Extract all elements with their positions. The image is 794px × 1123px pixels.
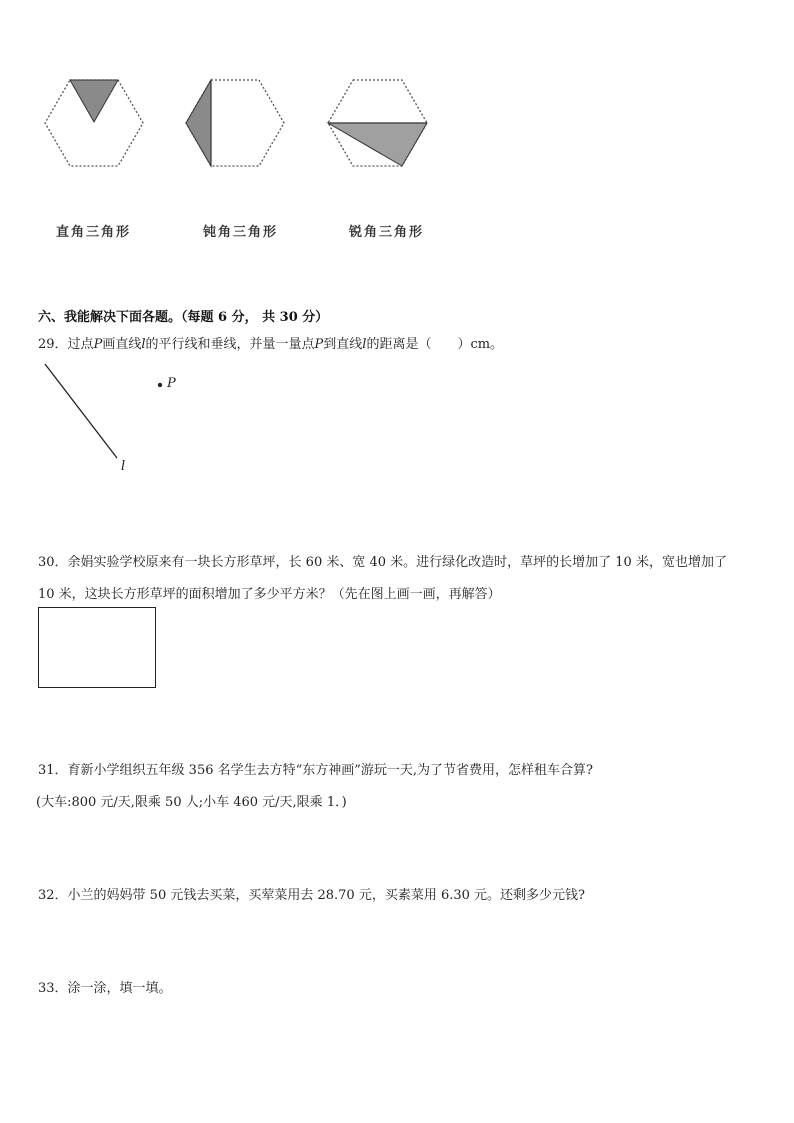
q29-point-p-2: P bbox=[314, 337, 324, 352]
shaded-obtuse-triangle bbox=[186, 80, 211, 166]
section-title: 六、我能解决下面各题。（每题 6 分， 共 30 分） bbox=[38, 310, 329, 325]
question-30-line-1: 30．余娟实验学校原来有一块长方形草坪，长 60 米、宽 40 米。进行绿化改造时，草坪的长增加了 10 米，宽也增加了 bbox=[38, 555, 727, 570]
hexagon-right-triangle bbox=[45, 80, 143, 166]
point-p-dot bbox=[158, 383, 162, 387]
q29-line-l: l bbox=[141, 337, 146, 352]
question-31-line-2: (大车:800 元/天,限乘 50 人;小车 460 元/天,限乘 1．) bbox=[36, 795, 347, 810]
point-p-label: P bbox=[167, 376, 176, 391]
question-30-line-2: 10 米，这块长方形草坪的面积增加了多少平方米？（先在图上画一画，再解答） bbox=[38, 587, 501, 602]
q29-number: 29． bbox=[38, 337, 68, 352]
line-l-label: l bbox=[121, 459, 126, 474]
shaded-acute-triangle bbox=[328, 123, 427, 166]
question-32: 32．小兰的妈妈带 50 元钱去买菜，买荤菜用去 28.70 元，买素菜用 6.30 元。还剩多少元钱? bbox=[38, 888, 586, 903]
line-l bbox=[45, 364, 117, 458]
q29-figure bbox=[0, 355, 300, 485]
q29-text-5: 的距离是（ ）cm。 bbox=[366, 337, 504, 352]
hexagon-obtuse-triangle bbox=[186, 80, 284, 166]
q29-point-p: P bbox=[93, 337, 103, 352]
shaded-right-triangle bbox=[70, 80, 118, 122]
hexagon-label-obtuse: 钝角三角形 bbox=[203, 225, 279, 240]
q29-text-2: 画直线 bbox=[102, 337, 142, 352]
q29-text-4: 到直线 bbox=[323, 337, 363, 352]
hexagon-label-acute: 锐角三角形 bbox=[349, 225, 425, 240]
lawn-rectangle bbox=[38, 607, 156, 688]
question-31-line-1: 31．育新小学组织五年级 356 名学生去方特“东方神画”游玩一天,为了节省费用，怎样租车合算? bbox=[38, 763, 594, 778]
q29-text-1: 过点 bbox=[67, 337, 94, 352]
q29-text-3: 的平行线和垂线，并量一量点 bbox=[145, 337, 315, 352]
hexagon-label-right: 直角三角形 bbox=[56, 225, 132, 240]
question-33: 33．涂一涂，填一填。 bbox=[38, 981, 172, 996]
q29-line-l-2: l bbox=[362, 337, 367, 352]
hexagon-acute-triangle bbox=[328, 80, 427, 166]
question-29 bbox=[38, 333, 503, 352]
